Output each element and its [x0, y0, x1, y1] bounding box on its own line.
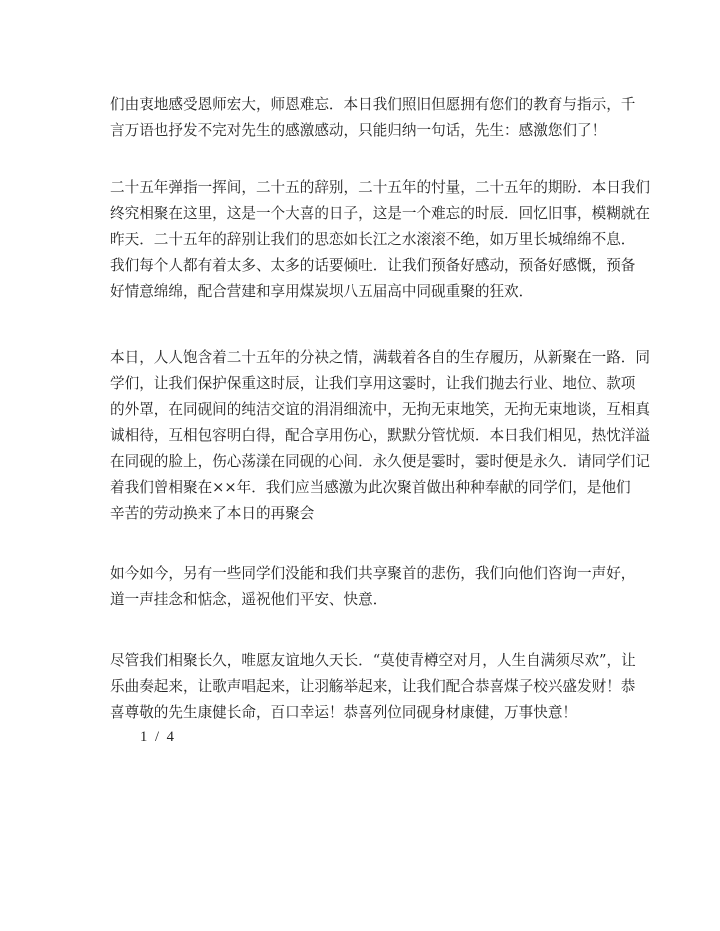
text-line: 尽管我们相聚长久，唯愿友谊地久天长．“莫使青樽空对月，人生自满须尽欢”，让 — [110, 652, 636, 669]
paragraph — [110, 175, 650, 305]
text-line: 诚相待，互相包容明白得，配合享用伤心，默默分管忧烦．本日我们相见，热忱洋溢 — [110, 427, 650, 444]
text-line: 们由衷地感受恩师宏大，师恩难忘．本日我们照旧但愿拥有您们的教育与指示，千 — [110, 96, 636, 113]
paragraph — [110, 648, 636, 726]
text-line: 终究相聚在这里，这是一个大喜的日子，这是一个难忘的时辰．回忆旧事，模糊就在 — [110, 205, 650, 222]
text-line: 辛苦的劳动换来了本日的再聚会 — [110, 505, 315, 522]
text-line: 在同砚的脸上，伤心荡漾在同砚的心间．永久便是霎时，霎时便是永久．请同学们记 — [110, 453, 650, 470]
text-line: 言万语也抒发不完对先生的感激感动，只能归纳一句话，先生：感激您们了！ — [110, 122, 607, 139]
paragraph — [110, 345, 650, 527]
text-line: 喜尊敬的先生康健长命，百口幸运！恭喜列位同砚身材康健，万事快意！ — [110, 704, 578, 721]
text-line: 我们每个人都有着太多、太多的话要倾吐．让我们预备好感动，预备好感慨，预备 — [110, 257, 636, 274]
text-line: 本日，人人饱含着二十五年的分袂之情，满载着各自的生存履历，从新聚在一路．同 — [110, 349, 650, 366]
text-line: 昨天．二十五年的辞别让我们的思恋如长江之水滚滚不绝，如万里长城绵绵不息． — [110, 231, 636, 248]
text-line: 学们，让我们保护保重这时辰，让我们享用这霎时，让我们抛去行业、地位、款项 — [110, 375, 636, 392]
text-line: 如今如今，另有一些同学们没能和我们共享聚首的悲伤，我们向他们咨询一声好， — [110, 565, 636, 582]
text-line: 乐曲奏起来，让歌声唱起来，让羽觞举起来，让我们配合恭喜煤子校兴盛发财！恭 — [110, 678, 636, 695]
paragraph — [110, 92, 636, 144]
text-line: 道一声挂念和惦念，遥祝他们平安、快意． — [110, 591, 388, 608]
text-line: 着我们曾相聚在××年．我们应当感激为此次聚首做出种种奉献的同学们，是他们 — [110, 479, 631, 496]
paragraph — [110, 561, 636, 613]
text-line: 的外罩，在同砚间的纯洁交谊的涓涓细流中，无拘无束地笑，无拘无束地谈，互相真 — [110, 401, 650, 418]
text-line: 二十五年弹指一挥间，二十五的辞别，二十五年的忖量，二十五年的期盼．本日我们 — [110, 179, 650, 196]
text-line: 好情意绵绵，配合营建和享用煤炭坝八五届高中同砚重聚的狂欢． — [110, 283, 534, 300]
page-number: 1 / 4 — [140, 729, 174, 745]
